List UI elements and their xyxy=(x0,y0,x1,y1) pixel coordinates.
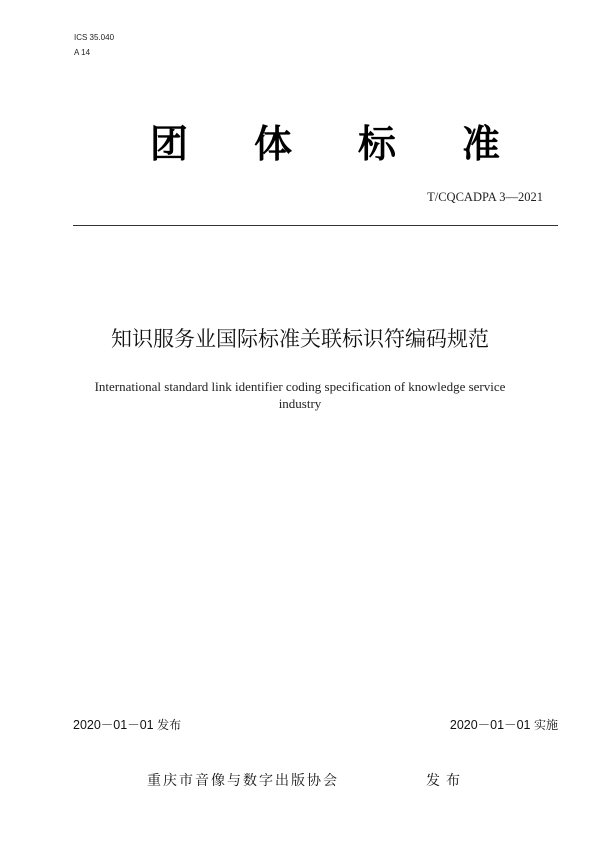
english-title-line-1: International standard link identifier coding specification of knowledge service xyxy=(94,379,506,394)
release-date-value: 2020－01－01 xyxy=(73,718,154,732)
implement-date-label: 实施 xyxy=(533,718,558,732)
english-title-line-2: industry xyxy=(278,396,322,411)
ics-code: ICS 35.040 xyxy=(74,33,115,42)
ccs-code: A 14 xyxy=(74,48,91,57)
doc-type-char: 标 xyxy=(357,122,396,166)
doc-type-char: 准 xyxy=(461,122,500,166)
classification-codes xyxy=(74,30,114,60)
publisher-name: 重庆市音像与数字出版协会 xyxy=(147,773,339,789)
document-type-heading xyxy=(150,120,500,168)
implement-date-value: 2020－01－01 xyxy=(449,718,531,732)
chinese-title: 知识服务业国际标准关联标识符编码规范 xyxy=(111,327,489,351)
doc-type-char: 体 xyxy=(253,122,292,166)
header-divider xyxy=(73,225,558,226)
release-date xyxy=(73,716,181,734)
issue-label: 发布 xyxy=(426,773,466,789)
implement-date xyxy=(450,716,558,734)
standard-code: T/CQCADPA 3—2021 xyxy=(427,190,543,204)
doc-type-char: 团 xyxy=(150,122,189,166)
release-date-label: 发布 xyxy=(157,718,182,732)
english-title xyxy=(60,378,540,412)
